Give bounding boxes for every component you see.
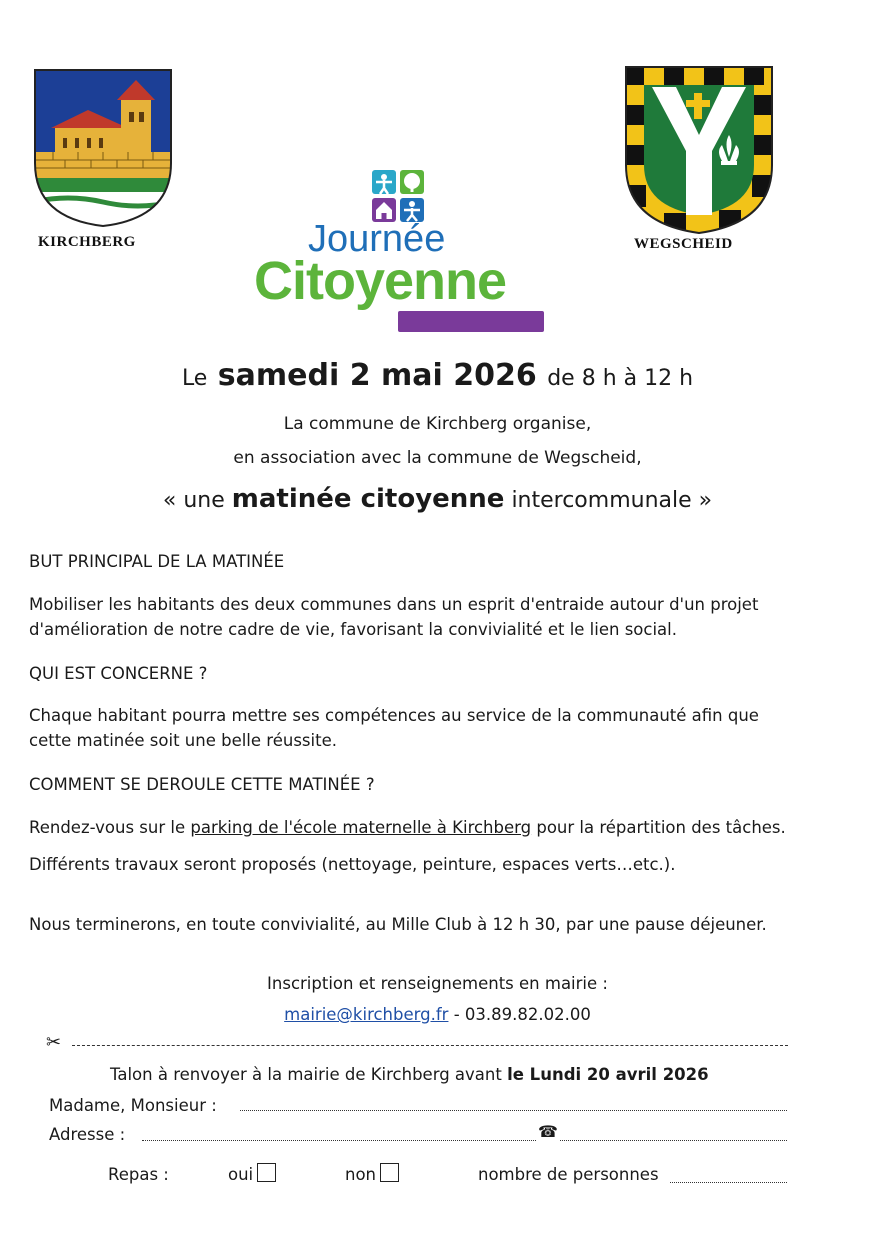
form-intro: Talon à renvoyer à la mairie de Kirchberg avant le Lundi 20 avril 2026 [110,1065,709,1084]
section-how-line-1: Rendez-vous sur le parking de l'école maternelle à Kirchberg pour la répartition des tâches. [29,818,786,837]
address-field[interactable] [142,1139,536,1141]
intro-line-2: en association avec la commune de Wegscheid, [233,448,642,468]
name-label: Madame, Monsieur : [49,1096,217,1115]
address-label: Adresse : [49,1125,126,1144]
section-goal-line-1: Mobiliser les habitants des deux communes dans un esprit d'entraide autour d'un projet [29,595,759,614]
people-label: nombre de personnes [478,1165,659,1184]
intro-line-1: La commune de Kirchberg organise, [283,414,592,434]
contact-line [0,1002,875,1027]
form-deadline: le Lundi 20 avril 2026 [507,1065,709,1084]
meeting-location: parking de l'école maternelle à Kirchberg [190,818,532,837]
event-title [0,484,875,514]
meal-label: Repas : [108,1165,169,1184]
phone-number: - 03.89.82.02.00 [453,1005,591,1024]
section-how-line-2: Différents travaux seront proposés (nettoyage, peinture, espaces verts…etc.). [29,855,676,874]
kirchberg-crest [33,68,173,228]
phone-field[interactable] [560,1139,787,1141]
phone-icon: ☎ [538,1122,558,1141]
scissors-icon: ✂ [46,1032,62,1053]
headline-date: samedi 2 mai 2026 [217,358,537,393]
title-bold: matinée citoyenne [231,484,505,514]
title-quote-close: intercommunale » [511,488,713,513]
headline-hours: de 8 h à 12 h [547,366,694,391]
wegscheid-label: WEGSCHEID [634,236,733,252]
logo-purple-bar [398,311,544,332]
meal-no: non [345,1162,399,1187]
headline-prefix: Le [181,366,208,391]
logo-title-citoyenne: Citoyenne [254,251,507,311]
kirchberg-label: KIRCHBERG [38,234,136,250]
section-heading-how: COMMENT SE DEROULE CETTE MATINÉE ? [29,775,375,794]
section-heading-who: QUI EST CONCERNE ? [29,664,208,683]
email-link[interactable]: mairie@kirchberg.fr [284,1005,449,1024]
people-count-field[interactable] [670,1181,787,1183]
title-quote-open: « une [162,488,225,513]
yes-checkbox[interactable] [257,1163,276,1182]
wegscheid-coat-of-arms [624,65,774,235]
section-heading-goal: BUT PRINCIPAL DE LA MATINÉE [29,552,285,571]
cut-line [72,1045,788,1046]
logo-title-journee: Journée [308,218,446,260]
journee-citoyenne-logo [250,168,550,338]
section-goal-line-2: d'amélioration de notre cadre de vie, favorisant la convivialité et le lien social. [29,620,677,639]
contact-label: Inscription et renseignements en mairie : [267,974,608,993]
logo-icons [370,168,430,224]
wegscheid-crest [624,65,774,235]
meal-yes: oui [228,1162,276,1187]
section-who-line-2: cette matinée soit une belle réussite. [29,731,337,750]
no-checkbox[interactable] [380,1163,399,1182]
name-field[interactable] [240,1109,787,1111]
kirchberg-coat-of-arms [33,68,173,228]
closing-text: Nous terminerons, en toute convivialité, au Mille Club à 12 h 30, par une pause déjeuner. [29,915,767,934]
section-who-line-1: Chaque habitant pourra mettre ses compétences au service de la communauté afin que [29,706,759,725]
event-date-headline [0,358,875,393]
